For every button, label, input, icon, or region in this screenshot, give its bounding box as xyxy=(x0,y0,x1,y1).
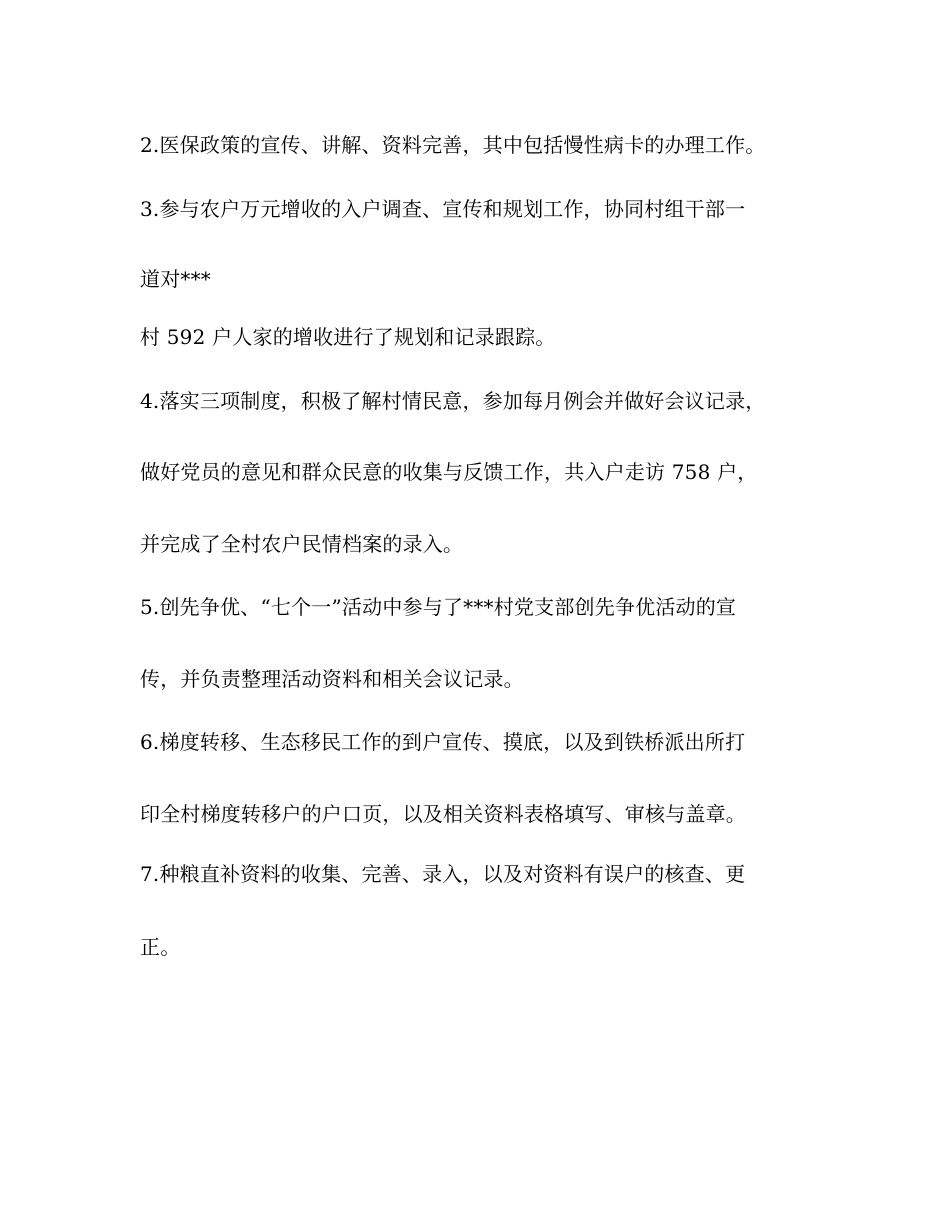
text-line-item-4-cont: 做好党员的意见和群众民意的收集与反馈工作，共入户走访 758 户， xyxy=(140,460,758,484)
text-line-item-4-cont2: 并完成了全村农户民情档案的录入。 xyxy=(140,532,464,556)
text-line-item-7-cont: 正。 xyxy=(140,935,181,959)
text-line-item-2: 2.医保政策的宣传、讲解、资料完善，其中包括慢性病卡的办理工作。 xyxy=(140,133,766,157)
text-line-item-5: 5.创先争优、“七个一”活动中参与了***村党支部创先争优活动的宣 xyxy=(140,595,737,619)
text-line-item-3: 3.参与农户万元增收的入户调查、宣传和规划工作，协同村组干部一 xyxy=(140,197,746,221)
text-line-item-6-cont: 印全村梯度转移户的户口页，以及相关资料表格填写、审核与盖章。 xyxy=(140,802,746,826)
text-line-item-6: 6.梯度转移、生态移民工作的到户宣传、摸底，以及到铁桥派出所打 xyxy=(140,730,746,754)
text-line-item-4: 4.落实三项制度，积极了解村情民意，参加每月例会并做好会议记录， xyxy=(140,389,766,413)
text-line-item-3-cont2: 村 592 户人家的增收进行了规划和记录跟踪。 xyxy=(140,325,556,349)
text-line-item-5-cont: 传，并负责整理活动资料和相关会议记录。 xyxy=(140,667,524,691)
text-line-item-3-cont: 道对*** xyxy=(140,267,211,291)
text-line-item-7: 7.种粮直补资料的收集、完善、录入，以及对资料有误户的核查、更 xyxy=(140,862,746,886)
